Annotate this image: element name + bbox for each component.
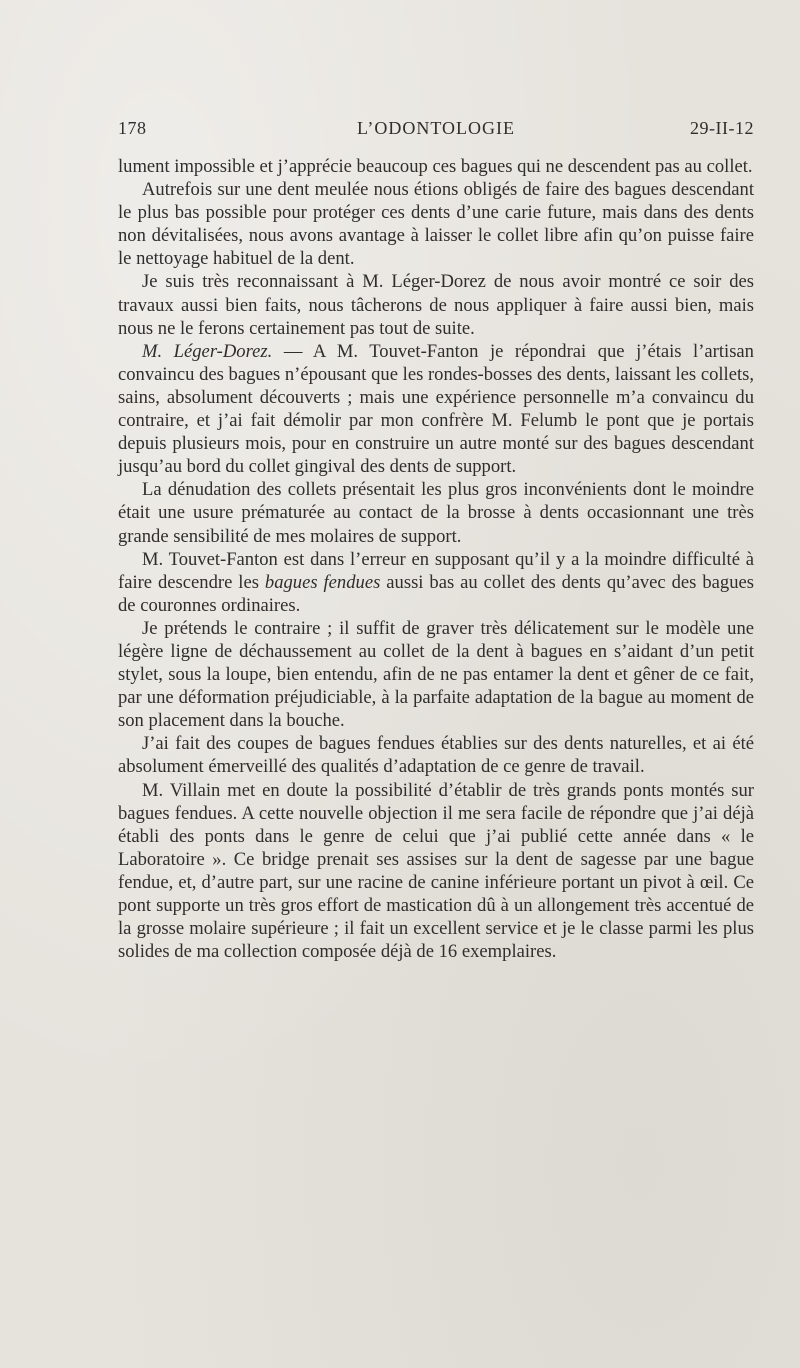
- emphasis-text: bagues fendues: [264, 571, 381, 593]
- paragraph-text: J’ai fait des coupes de bagues fendues établies sur des dents naturelles, et ai été absolument émerveillé des qualités d’adaptation de ce genre de travail.: [118, 733, 754, 778]
- paragraph-text: — A M. Touvet-Fanton je répondrai que j’étais l’artisan convaincu des bagues n’épousant que les rondes-bosses des dents, laissant les collets, sains, absolument découverts ; mais une expérience personnelle m’a convaincu du contraire, et j’ai fait démolir par mon confrère M. Felumb le pont que je portais depuis plusieurs mois, pour en construire un autre monté sur des bagues descendant jusqu’au bord du collet gingival des dents de support.: [118, 340, 754, 478]
- paragraph-5: [118, 478, 754, 547]
- paragraph-text: La dénudation des collets présentait les plus gros inconvénients dont le moindre était une usure prématurée au contact de la brosse à dents occasionnant une très grande sensibilité de mes molaires de support.: [118, 479, 754, 547]
- paragraph-text: M. Touvet-Fanton est dans l’erreur en supposant qu’il y a la moindre difficulté à faire descendre les: [118, 548, 754, 593]
- paragraph-text: aussi bas au collet des dents qu’avec des bagues de couronnes ordinaires.: [118, 571, 754, 616]
- paragraph-7: [118, 617, 754, 732]
- paragraph-text: Je suis très reconnaissant à M. Léger-Dorez de nous avoir montré ce soir des travaux aussi bien faits, nous tâcherons de nous appliquer à faire aussi bien, mais nous ne le ferons certainement pas tout de suite.: [118, 271, 754, 339]
- paragraph-4: [118, 340, 754, 479]
- issue-date: 29-II-12: [690, 118, 754, 138]
- paragraph-9: [118, 779, 754, 964]
- paragraph-8: [118, 732, 754, 778]
- paragraph-2: [118, 178, 754, 270]
- paragraph-6: [118, 548, 754, 617]
- body-text: [118, 155, 754, 963]
- running-head: [118, 118, 754, 142]
- paragraph-1: [118, 155, 754, 178]
- paragraph-text: M. Villain met en doute la possibilité d’établir de très grands ponts montés sur bagues fendues. A cette nouvelle objection il me sera facile de répondre que j’ai déjà établi des ponts dans le genre de celui que j’ai publié cette année dans « le Laboratoire ». Ce bridge prenait ses assises sur la dent de sagesse par une bague fendue, et, d’autre part, sur une racine de canine inférieure portant un pivot à œil. Ce pont supporte un très gros effort de mastication dû à un allongement très accentué de la grosse molaire supérieure ; il fait un excellent service et je le classe parmi les plus solides de ma collection composée déjà de 16 exemplaires.: [118, 779, 754, 963]
- speaker-name: M. Léger-Dorez.: [142, 340, 273, 362]
- paragraph-text: Autrefois sur une dent meulée nous étions obligés de faire des bagues descendant le plus bas possible pour protéger ces dents d’une carie future, mais dans des dents non dévitalisées, nous avons avantage à laisser le collet libre afin qu’on puisse faire le nettoyage habituel de la dent.: [118, 179, 754, 270]
- paragraph-text: lument impossible et j’apprécie beaucoup ces bagues qui ne descendent pas au collet.: [118, 156, 753, 177]
- page-number: 178: [118, 118, 147, 138]
- paragraph-text: Je prétends le contraire ; il suffit de graver très délicatement sur le modèle une légère ligne de déchaussement au collet de la dent à bagues en s’aidant d’un petit stylet, sous la loupe, bien entendu, afin de ne pas entamer la dent et gêner de ce fait, par une déformation préjudiciable, à la parfaite adaptation de la bague au moment de son placement dans la bouche.: [118, 617, 754, 732]
- paragraph-3: [118, 270, 754, 339]
- journal-title: L’ODONTOLOGIE: [357, 118, 515, 138]
